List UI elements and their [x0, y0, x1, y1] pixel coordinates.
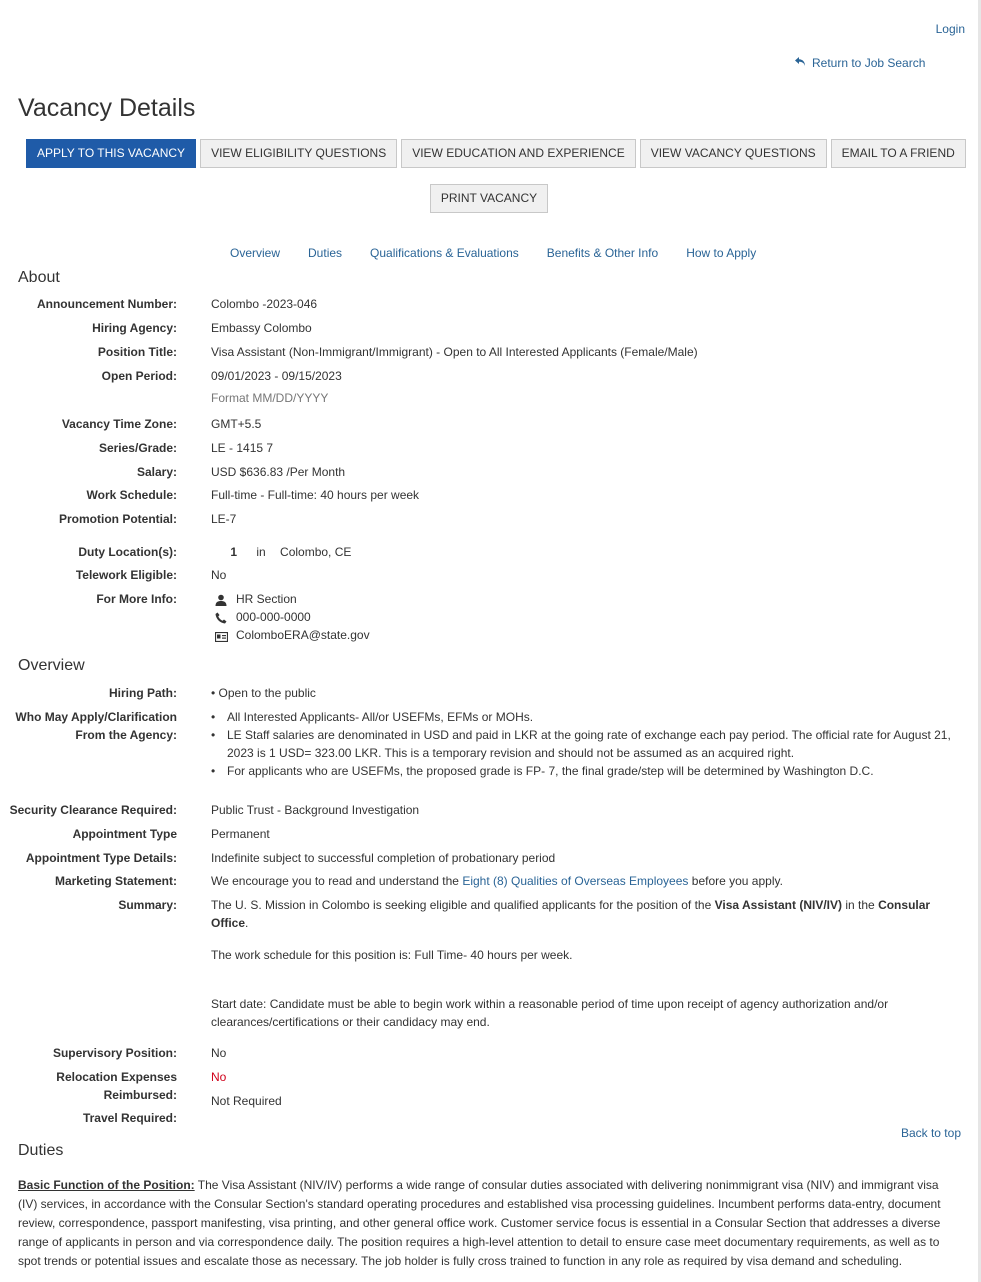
- work-schedule-label: Work Schedule:: [86, 488, 177, 502]
- login-link[interactable]: Login: [935, 22, 965, 36]
- grade-value: LE - 1415 7: [211, 441, 274, 455]
- view-education-experience-button[interactable]: VIEW EDUCATION AND EXPERIENCE: [401, 139, 635, 168]
- return-to-job-search-link[interactable]: [794, 56, 925, 70]
- summary-text: The U. S. Mission in Colombo is seeking eligible and qualified applicants for the position of the: [211, 898, 712, 912]
- agency-value: Embassy Colombo: [211, 321, 312, 335]
- overview-heading: Overview: [18, 657, 85, 674]
- who-may-apply-item: For applicants who are USEFMs, the proposed grade is FP- 7, the final grade/step will be determined by Washington D.C.: [227, 764, 874, 778]
- page-title: Vacancy Details: [18, 94, 196, 122]
- duties-heading: Duties: [18, 1142, 64, 1159]
- back-to-top-link[interactable]: Back to top: [900, 1126, 961, 1140]
- return-link-label: Return to Job Search: [812, 56, 926, 70]
- email-to-friend-button[interactable]: EMAIL TO A FRIEND: [831, 139, 966, 168]
- travel-value: Not Required: [211, 1094, 282, 1108]
- summary-value: [211, 896, 961, 932]
- timezone-value: GMT+5.5: [211, 417, 262, 431]
- marketing-value: [211, 872, 961, 890]
- relocation-value: No: [211, 1070, 227, 1084]
- who-may-apply-item: LE Staff salaries are denominated in USD and paid in LKR at the going rate of exchange each pay period. The official rate for August 21, 2023 is 1 USD= 323.00 LKR. This is a temporary revision and should not be assumed as an acquired right.: [227, 728, 951, 760]
- summary-office: Consular Office: [211, 898, 931, 930]
- appointment-type-label: Appointment Type: [72, 827, 177, 841]
- schedule-note: The work schedule for this position is: Full Time- 40 hours per week.: [211, 948, 573, 962]
- salary-value: USD $636.83 /Per Month: [211, 465, 346, 479]
- promotion-value: LE-7: [211, 512, 237, 526]
- position-value: Visa Assistant (Non-Immigrant/Immigrant) - Open to All Interested Applicants (Female/Male): [211, 345, 698, 359]
- who-may-apply-label: [15, 708, 177, 744]
- more-info-label: For More Info:: [96, 592, 177, 606]
- telework-label: Telework Eligible:: [75, 568, 177, 582]
- announcement-value: Colombo -2023-046: [211, 297, 318, 311]
- basic-function-text: The Visa Assistant (NIV/IV) performs a wide range of consular duties associated with delivering nonimmigrant visa (NIV) and immigrant visa (IV) services, in accordance with the Consular Section's standard operating procedures and established visa processing guidelines. Incumbent performs data-entry, document review, correspondence, passport manifesting, visa printing, and other general office work. Customer service focus is essential in a Consular Section that addresses a diverse range of applicants in person and via correspondence daily. The position requires a high-level attention to detail to ensure case meet documentary requirements, as well as to spot trends or potential issues and escalate those as necessary. The job holder is fully cross trained to function in any role as required by visa demand and scheduling.: [18, 1178, 941, 1268]
- anchor-overview-link[interactable]: Overview: [230, 246, 281, 260]
- id-card-icon: [215, 629, 229, 641]
- contact-name: HR Section: [236, 592, 297, 606]
- travel-label: Travel Required:: [82, 1111, 177, 1125]
- duty-location-label: Duty Location(s):: [78, 545, 177, 559]
- hiring-path-label: Hiring Path:: [109, 686, 177, 700]
- marketing-text-post: before you apply.: [691, 874, 783, 888]
- who-may-apply-label-line2: From the Agency:: [75, 728, 177, 742]
- start-note: Start date: Candidate must be able to begin work within a reasonable period of time upon receipt of agency authorization and/or clearances/certifications or their candidacy may end.: [211, 997, 889, 1029]
- hiring-path-value: • Open to the public: [211, 686, 316, 700]
- action-button-row: [26, 139, 966, 168]
- summary-period: .: [245, 916, 249, 930]
- duty-location-count: 1: [230, 545, 237, 559]
- timezone-label: Vacancy Time Zone:: [61, 417, 177, 431]
- security-label: Security Clearance Required:: [9, 803, 177, 817]
- grade-label: Series/Grade:: [98, 441, 177, 455]
- summary-label: Summary:: [118, 898, 177, 912]
- relocation-label: [56, 1068, 177, 1104]
- contact-email: ColomboERA@state.gov: [236, 628, 370, 642]
- marketing-label: Marketing Statement:: [54, 874, 177, 888]
- summary-text: in the: [845, 898, 875, 912]
- eight-qualities-link[interactable]: Eight (8) Qualities of Overseas Employees: [462, 874, 689, 888]
- duty-location-value: [211, 543, 961, 561]
- agency-label: Hiring Agency:: [92, 321, 177, 335]
- anchor-duties-link[interactable]: Duties: [308, 246, 343, 260]
- phone-icon: [215, 611, 229, 623]
- appointment-details-value: Indefinite subject to successful completion of probationary period: [211, 851, 556, 865]
- anchor-qualifications-link[interactable]: Qualifications & Evaluations: [370, 246, 519, 260]
- section-anchor-nav: [230, 246, 756, 260]
- who-may-apply-label-line1: Who May Apply/Clarification: [15, 710, 177, 724]
- relocation-label-line2: Reimbursed:: [103, 1088, 177, 1102]
- view-eligibility-questions-button[interactable]: VIEW ELIGIBILITY QUESTIONS: [200, 139, 397, 168]
- contact-phone: 000-000-0000: [236, 610, 311, 624]
- duty-location-place: Colombo, CE: [280, 545, 352, 559]
- work-schedule-value: Full-time - Full-time: 40 hours per week: [211, 488, 420, 502]
- duties-basic-function: [18, 1176, 958, 1271]
- appointment-details-label: Appointment Type Details:: [25, 851, 177, 865]
- view-vacancy-questions-button[interactable]: VIEW VACANCY QUESTIONS: [640, 139, 827, 168]
- open-period-value: 09/01/2023 - 09/15/2023: [211, 369, 342, 383]
- duty-location-in: in: [256, 545, 266, 559]
- appointment-type-value: Permanent: [211, 827, 270, 841]
- about-heading: About: [18, 269, 60, 286]
- relocation-label-line1: Relocation Expenses: [56, 1070, 177, 1084]
- print-vacancy-button[interactable]: PRINT VACANCY: [430, 184, 548, 213]
- marketing-text-pre: We encourage you to read and understand the: [211, 874, 459, 888]
- security-value: Public Trust - Background Investigation: [211, 803, 420, 817]
- user-icon: [215, 593, 229, 605]
- position-label: Position Title:: [97, 345, 177, 359]
- who-may-apply-item: All Interested Applicants- All/or USEFMs, EFMs or MOHs.: [227, 710, 534, 724]
- contact-block: [211, 590, 961, 644]
- supervisory-value: No: [211, 1046, 227, 1060]
- basic-function-label: Basic Function of the Position:: [18, 1178, 195, 1192]
- supervisory-label: Supervisory Position:: [52, 1046, 177, 1060]
- anchor-benefits-link[interactable]: Benefits & Other Info: [546, 246, 659, 260]
- who-may-apply-list: • All Interested Applicants- All/or USEFMs, EFMs or MOHs. • LE Staff salaries are denominated in USD and paid in LKR at the going rate of exchange each pay period. The official rate for August 21, 2023 is 1 USD= 323.00 LKR. This is a temporary revision and should not be assumed as an acquired right. • For applicants who are USEFMs, the proposed grade is FP- 7, the final grade/step will be determined by Washington D.C.: [211, 708, 961, 780]
- promotion-label: Promotion Potential:: [59, 512, 177, 526]
- summary-position: Visa Assistant (NIV/IV): [714, 898, 843, 912]
- open-period-label: Open Period:: [101, 369, 177, 383]
- salary-label: Salary:: [136, 465, 177, 479]
- anchor-how-to-apply-link[interactable]: How to Apply: [686, 246, 757, 260]
- announcement-label: Announcement Number:: [36, 297, 177, 311]
- apply-button[interactable]: APPLY TO THIS VACANCY: [26, 139, 196, 168]
- date-format-hint: Format MM/DD/YYYY: [211, 391, 329, 405]
- return-arrow-icon: [794, 56, 806, 70]
- telework-value: No: [211, 568, 227, 582]
